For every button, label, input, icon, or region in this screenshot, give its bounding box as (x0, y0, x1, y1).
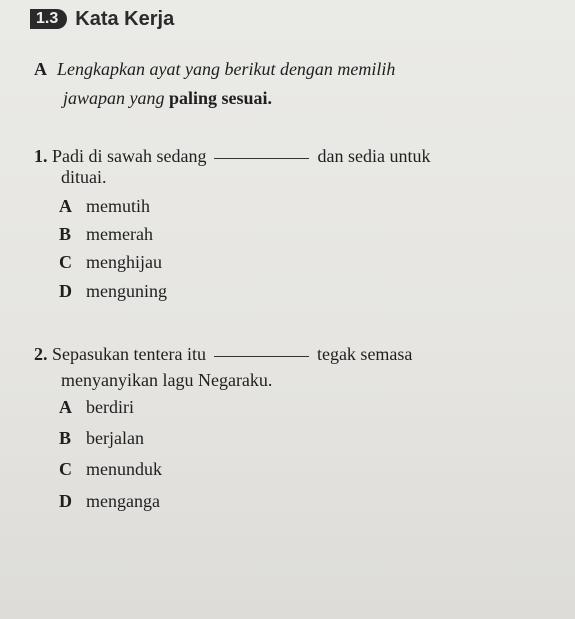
section-header (30, 7, 174, 31)
option-d[interactable]: D menguning (59, 281, 167, 301)
instruction-line-2-bold: paling sesuai. (169, 88, 273, 108)
option-c[interactable]: C menunduk (59, 459, 162, 479)
instruction-letter: A (34, 59, 47, 79)
option-d[interactable]: D menganga (59, 491, 160, 511)
section-number-badge: 1.3 (30, 9, 67, 29)
question-stem-line-2: dituai. (61, 167, 107, 187)
option-a[interactable]: A berdiri (59, 397, 134, 417)
question-number: 1. (34, 146, 48, 166)
instruction-line-1: Lengkapkan ayat yang berikut dengan memilih (57, 59, 396, 79)
question-stem-start: Padi di sawah sedang (52, 146, 207, 166)
answer-blank (214, 356, 309, 357)
question-stem-start: Sepasukan tentera itu (52, 344, 206, 364)
question-stem-line-2: menyanyikan lagu Negaraku. (61, 370, 273, 390)
option-a[interactable]: A memutih (59, 196, 150, 216)
answer-blank (214, 158, 309, 159)
question-number: 2. (34, 344, 48, 364)
question-stem-end: tegak semasa (316, 344, 413, 364)
option-c[interactable]: C menghijau (59, 252, 162, 272)
instruction-line-2-italic: jawapan yang (63, 88, 165, 108)
question-stem-end: dan sedia untuk (317, 146, 431, 166)
option-b[interactable]: B memerah (59, 224, 153, 244)
section-title: Kata Kerja (75, 7, 175, 30)
option-b[interactable]: B berjalan (59, 428, 144, 448)
